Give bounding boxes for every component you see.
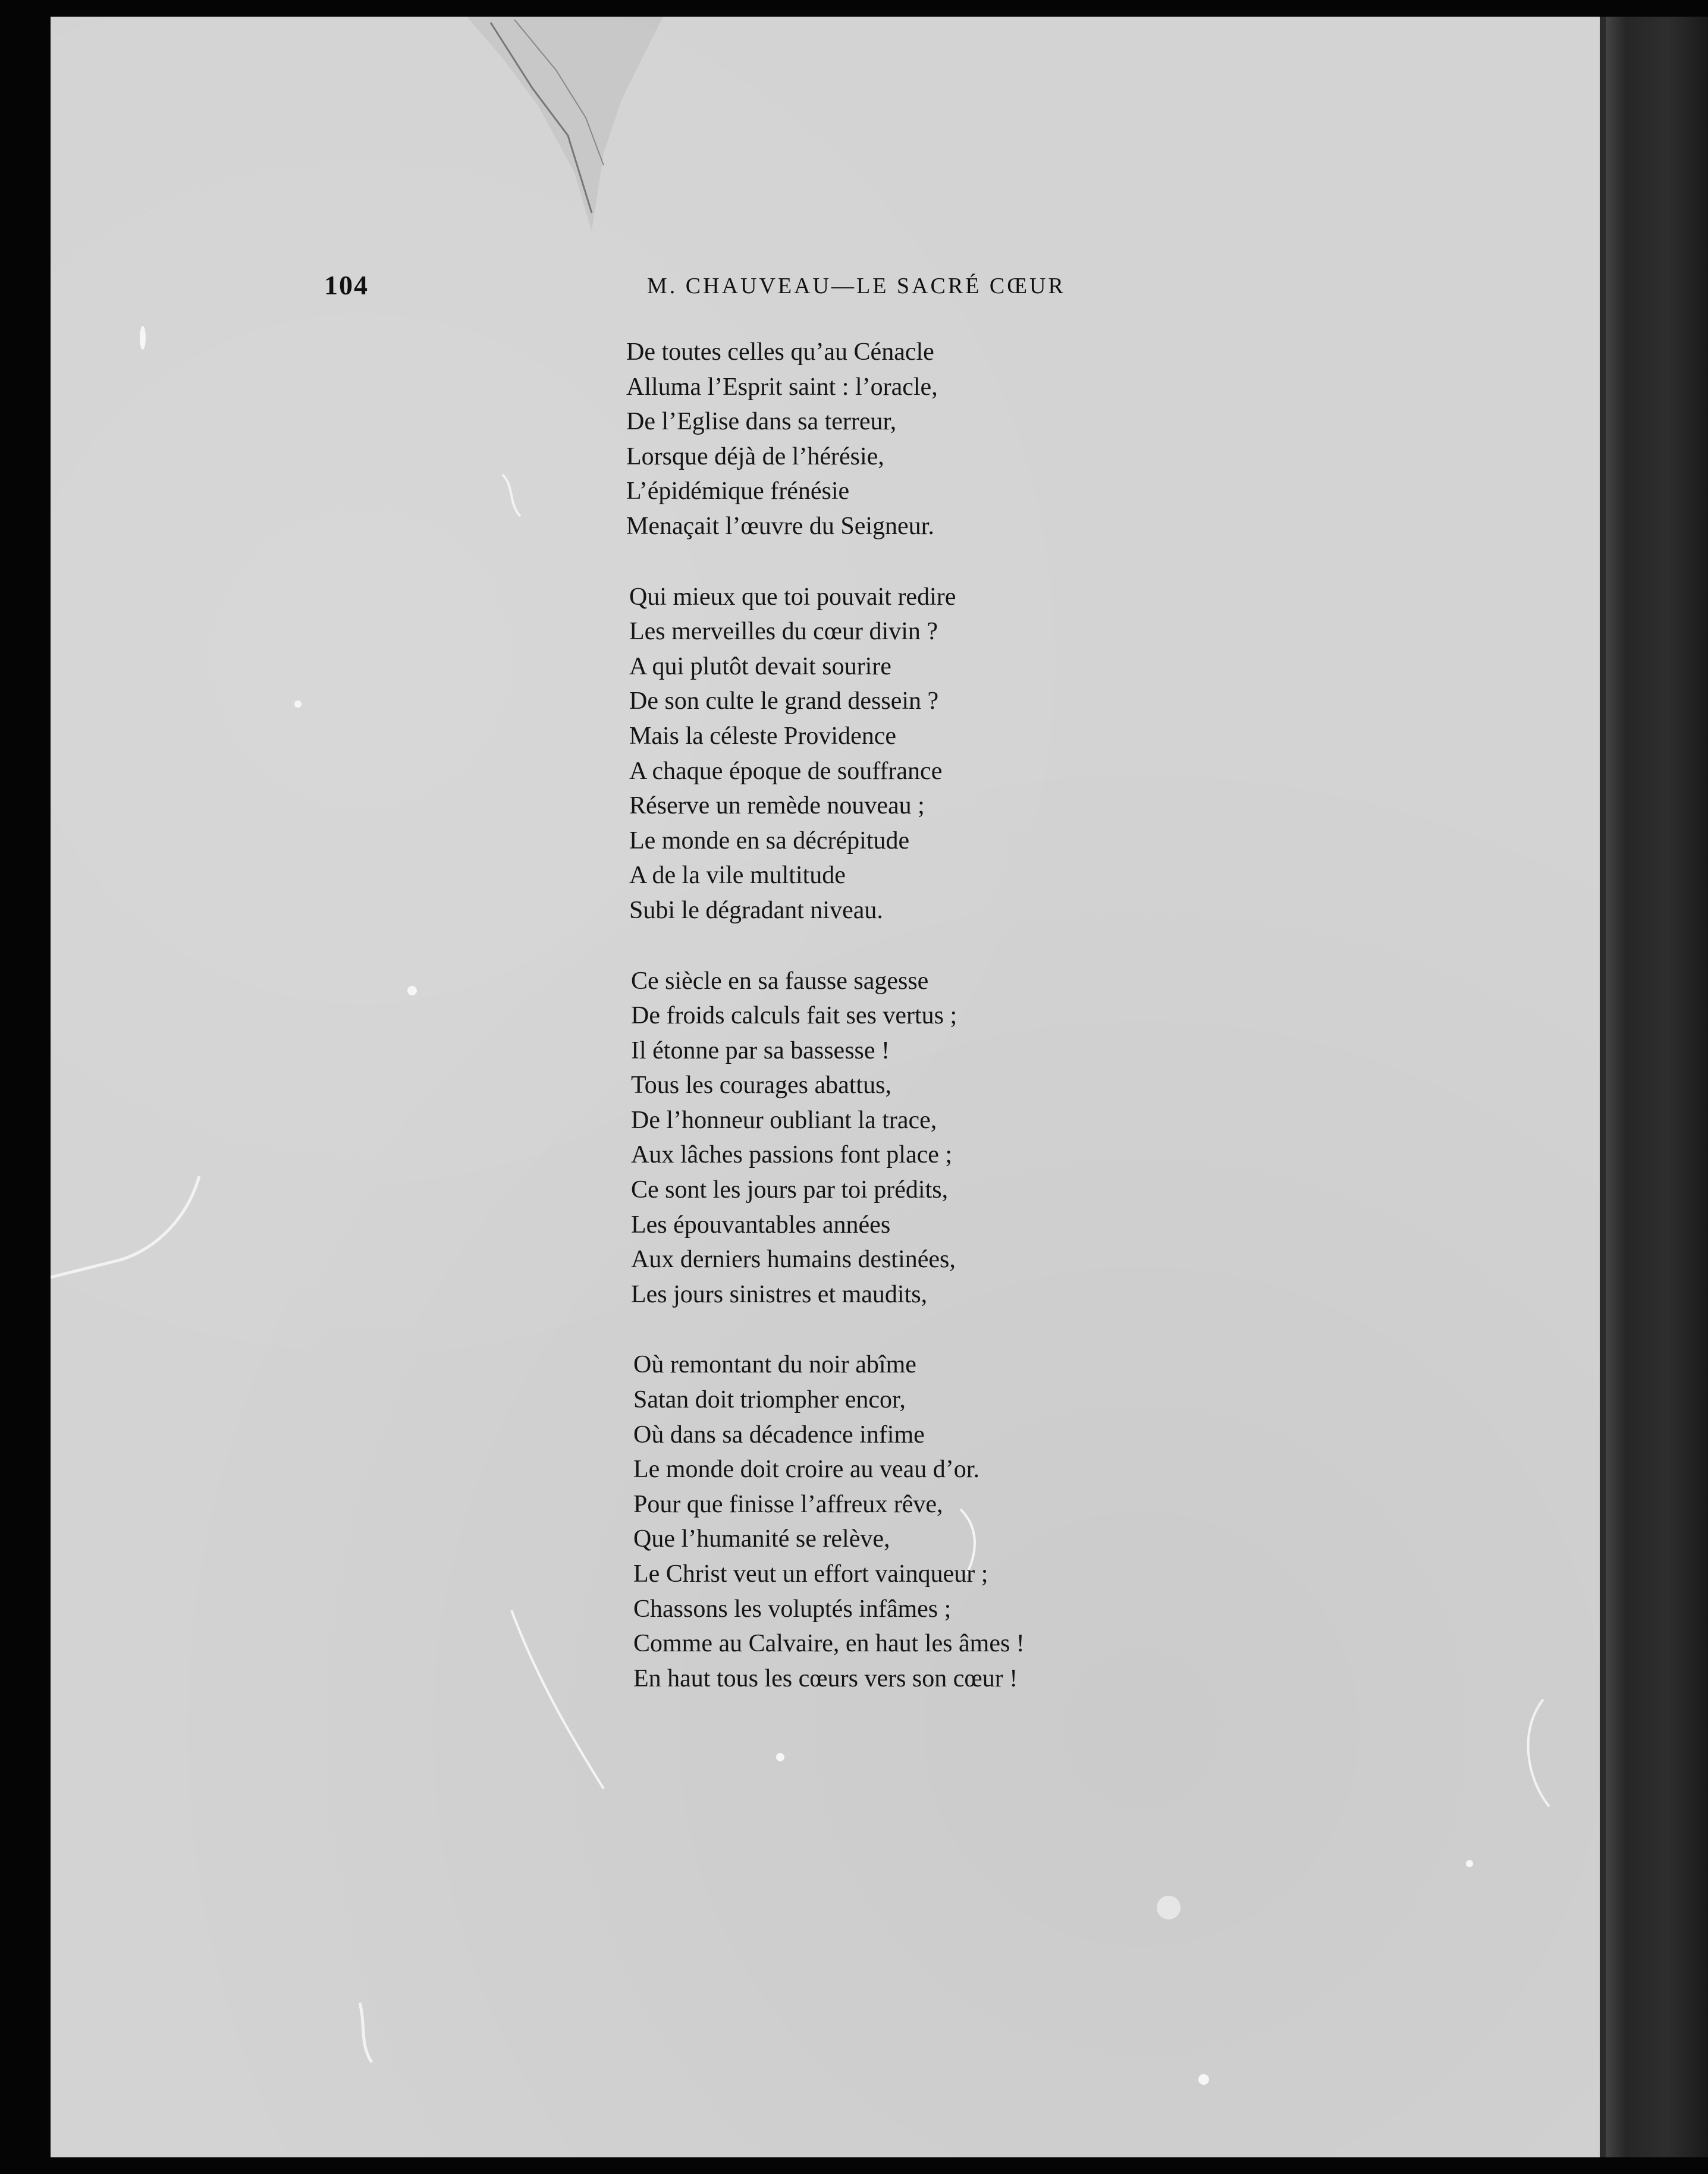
verse-line: Le monde en sa décrépitude	[629, 827, 910, 854]
verse-line: Le Christ veut un effort vainqueur ;	[633, 1560, 988, 1588]
verse-line: Les épouvantables années	[631, 1211, 891, 1239]
running-title: M. CHAUVEAU—LE SACRÉ CŒUR	[647, 274, 1066, 299]
stanza	[629, 580, 1518, 928]
verse-line: En haut tous les cœurs vers son cœur !	[633, 1664, 1018, 1692]
book-page	[51, 17, 1609, 2157]
verse-line: Ce sont les jours par toi prédits,	[631, 1176, 949, 1204]
paper-speck	[294, 700, 302, 708]
verse-line: Réserve un remède nouveau ;	[629, 792, 925, 820]
stanza	[626, 335, 1518, 544]
verse-line: De toutes celles qu’au Cénacle	[626, 338, 934, 366]
verse-line: De l’honneur oubliant la trace,	[631, 1106, 937, 1134]
verse-line: Chassons les voluptés infâmes ;	[633, 1595, 952, 1623]
verse-line: Que l’humanité se relève,	[633, 1525, 890, 1553]
verse-line: Les merveilles du cœur divin ?	[629, 618, 938, 646]
torn-corner	[467, 17, 663, 231]
verse-line: Subi le dégradant niveau.	[629, 896, 883, 924]
verse-line: Pour que finisse l’affreux rêve,	[633, 1490, 943, 1518]
paper-speck	[140, 326, 146, 350]
verse-line: Le monde doit croire au veau d’or.	[633, 1456, 979, 1484]
verse-line: De son culte le grand dessein ?	[629, 687, 939, 715]
verse-line: Tous les courages abattus,	[631, 1072, 891, 1099]
stanza	[631, 964, 1518, 1312]
verse-line: Mais la céleste Providence	[629, 722, 896, 750]
verse-line: Satan doit triompher encor,	[633, 1386, 906, 1414]
verse-line: De l’Eglise dans sa terreur,	[626, 408, 897, 436]
paper-speck	[776, 1753, 784, 1761]
verse-line: Où dans sa décadence infime	[633, 1421, 925, 1449]
verse-line: L’épidémique frénésie	[626, 477, 850, 505]
verse-line: Alluma l’Esprit saint : l’oracle,	[626, 373, 938, 401]
verse-line: A qui plutôt devait sourire	[629, 652, 891, 680]
verse-line: A de la vile multitude	[629, 862, 846, 890]
verse-line: Ce siècle en sa fausse sagesse	[631, 967, 929, 995]
stanza	[633, 1347, 1518, 1696]
verse-line: Aux lâches passions font place ;	[631, 1141, 953, 1169]
verse-line: Les jours sinistres et maudits,	[631, 1280, 928, 1308]
verse-line: Aux derniers humains destinées,	[631, 1246, 956, 1274]
paper-speck	[407, 986, 417, 995]
verse-line: Comme au Calvaire, en haut les âmes !	[633, 1630, 1025, 1658]
paper-speck	[1466, 1860, 1473, 1867]
verse-line: Où remontant du noir abîme	[633, 1351, 916, 1379]
verse-line: De froids calculs fait ses vertus ;	[631, 1002, 957, 1030]
binding-edge	[1606, 17, 1708, 2157]
poem	[626, 335, 1518, 1732]
verse-line: Il étonne par sa bassesse !	[631, 1036, 890, 1064]
paper-speck	[1157, 1896, 1180, 1919]
verse-line: Lorsque déjà de l’hérésie,	[626, 442, 884, 470]
verse-line: Qui mieux que toi pouvait redire	[629, 583, 956, 611]
verse-line: Menaçait l’œuvre du Seigneur.	[626, 512, 934, 540]
paper-speck	[1198, 2074, 1209, 2085]
page-header	[51, 269, 1609, 311]
page-number: 104	[324, 270, 369, 300]
verse-line: A chaque époque de souffrance	[629, 757, 943, 785]
